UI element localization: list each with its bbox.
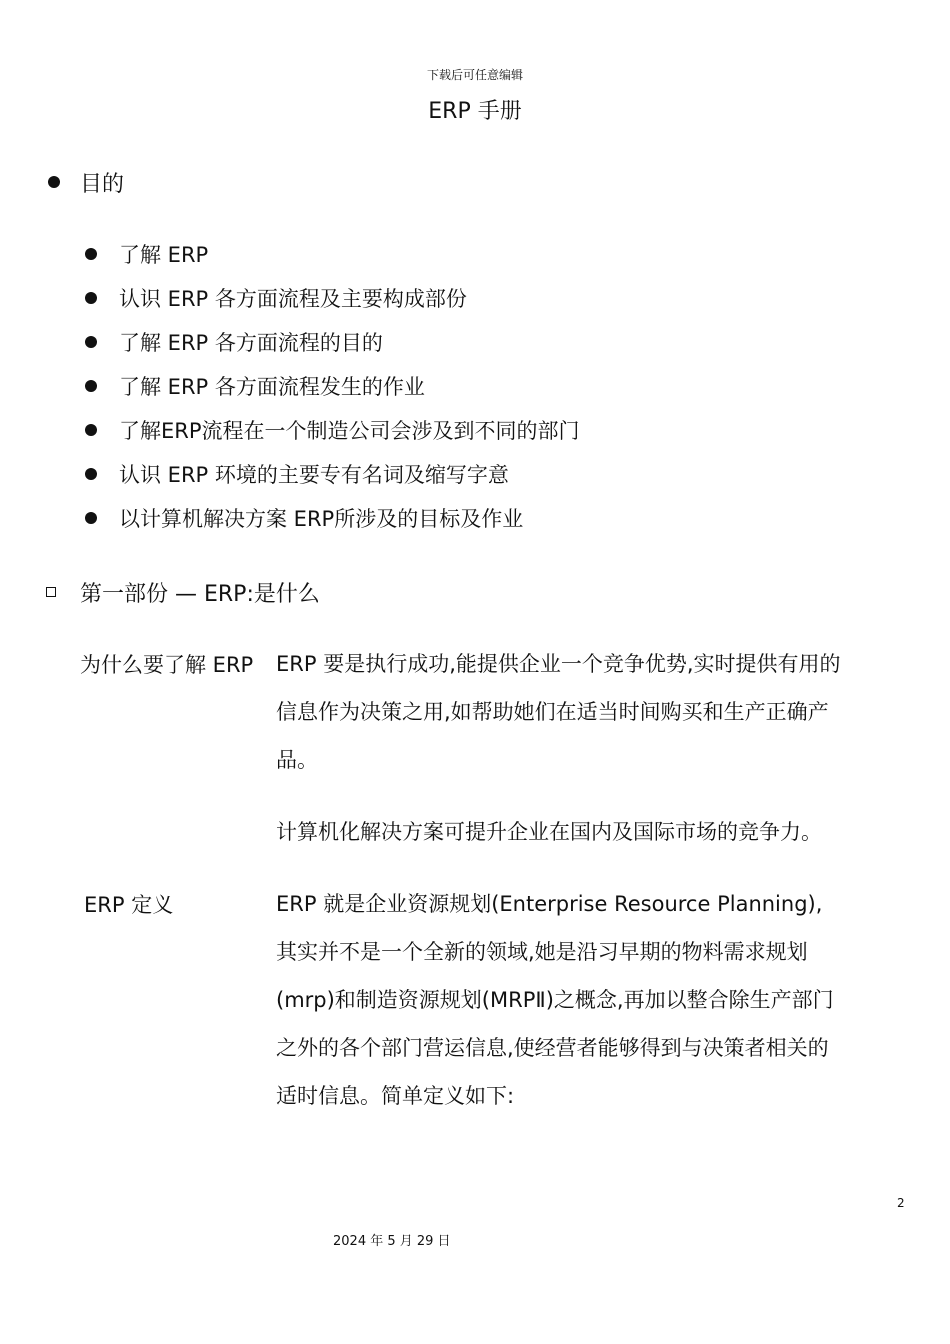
square-bullet-icon [46,587,56,597]
purpose-heading: 目的 [80,172,125,197]
definition-term: ERP 定义 [84,893,174,917]
purpose-item: 以计算机解决方案 ERP所涉及的目标及作业 [119,507,524,531]
why-term: 为什么要了解 ERP [80,653,254,677]
bullet-dot-icon [85,424,97,436]
why-line: ERP 要是执行成功,能提供企业一个竞争优势,实时提供有用的 [276,652,841,676]
page-number: 2 [897,1196,905,1210]
why-paragraph-2 [276,808,904,856]
header-note: 下载后可任意编辑 [426,68,523,82]
definition-line: 适时信息。简单定义如下: [276,1084,515,1108]
purpose-item: 认识 ERP 环境的主要专有名词及缩写字意 [119,463,509,487]
purpose-item: 了解ERP流程在一个制造公司会涉及到不同的部门 [119,419,580,443]
purpose-item: 认识 ERP 各方面流程及主要构成部份 [119,287,467,311]
purpose-item: 了解 ERP 各方面流程发生的作业 [119,375,425,399]
definition-line: ERP 就是企业资源规划(Enterprise Resource Planning), [276,892,823,916]
definition-paragraph [276,880,904,1120]
bullet-dot-icon [85,248,97,260]
why-paragraph [276,640,904,784]
bullet-dot-icon [85,468,97,480]
document-title: ERP 手册 [428,99,522,124]
part1-heading: 第一部份 — ERP:是什么 [80,582,320,607]
bullet-dot-icon [48,176,60,188]
footer-date: 2024 年 5 月 29 日 [333,1234,451,1249]
definition-line: (mrp)和制造资源规划(MRPⅡ)之概念,再加以整合除生产部门 [276,988,834,1012]
why-line: 品。 [276,748,318,772]
bullet-dot-icon [85,512,97,524]
bullet-dot-icon [85,292,97,304]
why-line-2: 计算机化解决方案可提升企业在国内及国际市场的竞争力。 [276,820,822,844]
definition-line: 其实并不是一个全新的领域,她是沿习早期的物料需求规划 [276,940,808,964]
definition-line: 之外的各个部门营运信息,使经营者能够得到与决策者相关的 [276,1036,829,1060]
purpose-item: 了解 ERP [119,243,209,267]
why-line: 信息作为决策之用,如帮助她们在适当时间购买和生产正确产 [276,700,829,724]
bullet-dot-icon [85,336,97,348]
bullet-dot-icon [85,380,97,392]
purpose-item: 了解 ERP 各方面流程的目的 [119,331,383,355]
